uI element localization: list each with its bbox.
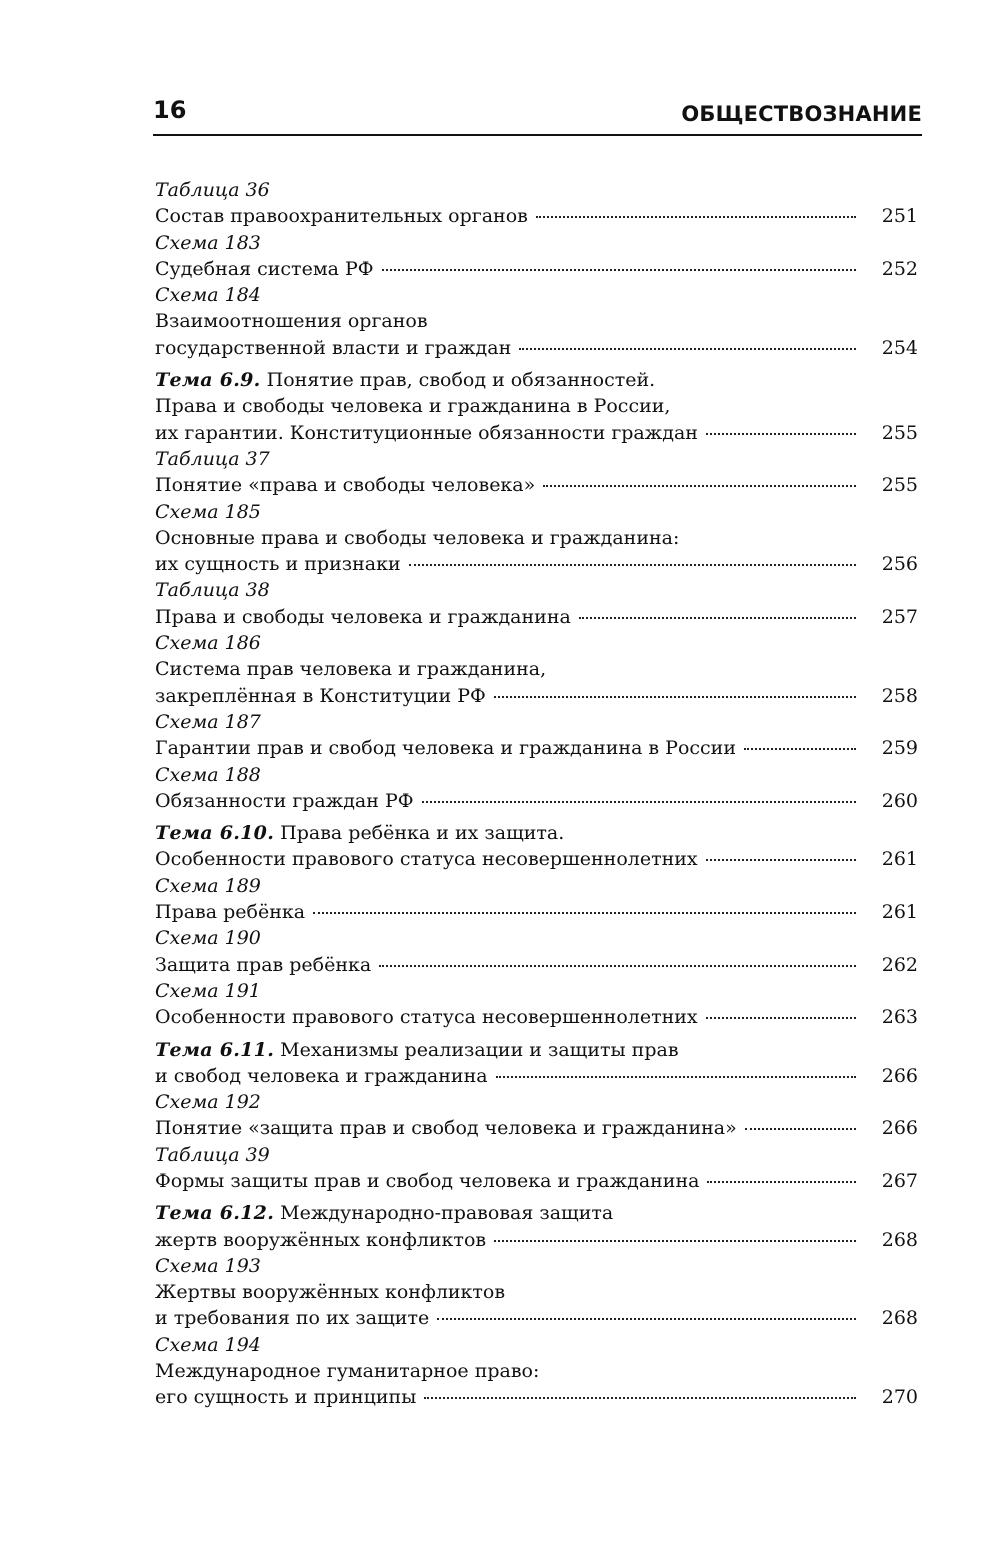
entry-label: Схема 183	[155, 231, 261, 254]
entry-title-line: жертв вооружённых конфликтов	[155, 1228, 487, 1251]
dot-leader	[745, 1128, 856, 1130]
entry-title-line: его сущность и принципы	[155, 1386, 417, 1409]
entry-label: Таблица 39	[155, 1143, 270, 1166]
page-header	[153, 92, 922, 136]
entry-title-line: Состав правоохранительных органов	[155, 205, 528, 228]
toc-entry	[155, 873, 918, 926]
page-ref: 254	[881, 336, 918, 359]
toc-entry	[155, 230, 918, 283]
entry-label: Схема 192	[155, 1091, 261, 1114]
page-ref: 259	[881, 737, 918, 760]
page-ref: 266	[881, 1117, 918, 1140]
entry-title-line: Понятие «права и свободы человека»	[155, 474, 536, 497]
dot-leader	[496, 1076, 856, 1078]
dot-leader	[409, 564, 856, 566]
dot-leader	[379, 965, 856, 967]
page-ref: 251	[881, 205, 918, 228]
page-ref: 268	[881, 1228, 918, 1251]
entry-label: Тема 6.12.	[155, 1202, 275, 1225]
toc-topic	[155, 367, 918, 446]
entry-title-line: Права и свободы человека и гражданина в России,	[155, 395, 671, 418]
page-ref: 270	[881, 1386, 918, 1409]
dot-leader	[536, 216, 856, 218]
entry-title-line: государственной власти и граждан	[155, 336, 512, 359]
entry-title-line: закреплённая в Конституции РФ	[155, 684, 486, 707]
entry-title-line: Обязанности граждан РФ	[155, 789, 414, 812]
entry-title-line: Защита прав ребёнка	[155, 953, 372, 976]
page-ref: 263	[881, 1006, 918, 1029]
dot-leader	[706, 859, 856, 861]
entry-label: Тема 6.9.	[155, 369, 261, 392]
page-ref: 261	[881, 901, 918, 924]
toc-entry	[155, 282, 918, 361]
entry-title-line: и требования по их защите	[155, 1307, 430, 1330]
entry-label: Схема 190	[155, 927, 261, 950]
table-of-contents	[155, 177, 918, 1411]
page-ref: 266	[881, 1064, 918, 1087]
entry-label: Тема 6.11.	[155, 1038, 275, 1061]
entry-title-line: Права ребёнка и их защита.	[280, 822, 565, 845]
entry-label: Схема 186	[155, 632, 261, 655]
page-ref: 255	[881, 421, 918, 444]
dot-leader	[494, 1240, 856, 1242]
dot-leader	[422, 801, 856, 803]
entry-title-line: Система прав человека и гражданина,	[155, 658, 547, 681]
toc-entry	[155, 1142, 918, 1195]
entry-label: Схема 191	[155, 979, 261, 1002]
entry-label: Схема 184	[155, 284, 261, 307]
dot-leader	[706, 1017, 856, 1019]
entry-title-line: Международно-правовая защита	[280, 1202, 614, 1225]
entry-title-line: Взаимоотношения органов	[155, 310, 428, 333]
dot-leader	[707, 1181, 856, 1183]
entry-label: Схема 193	[155, 1254, 261, 1277]
entry-title-line: Формы защиты прав и свобод человека и гражданина	[155, 1169, 700, 1192]
dot-leader	[437, 1318, 856, 1320]
entry-label: Тема 6.10.	[155, 822, 275, 845]
page-ref: 252	[881, 257, 918, 280]
toc-entry	[155, 177, 918, 230]
entry-title-line: Права ребёнка	[155, 901, 306, 924]
page-ref: 262	[881, 953, 918, 976]
dot-leader	[424, 1397, 856, 1399]
toc-entry	[155, 978, 918, 1031]
dot-leader	[744, 748, 856, 750]
entry-title-line: Жертвы вооружённых конфликтов	[155, 1281, 506, 1304]
toc-entry	[155, 762, 918, 815]
toc-entry	[155, 925, 918, 978]
entry-title-line: Механизмы реализации и защиты прав	[280, 1038, 679, 1061]
entry-title-line: Гарантии прав и свобод человека и гражданина в России	[155, 737, 737, 760]
page-ref: 257	[881, 605, 918, 628]
entry-title-line: Понятие «защита прав и свобод человека и гражданина»	[155, 1117, 737, 1140]
entry-title-line: Международное гуманитарное право:	[155, 1360, 540, 1383]
dot-leader	[706, 433, 856, 435]
entry-label: Схема 189	[155, 874, 261, 897]
toc-topic	[155, 1200, 918, 1253]
entry-label: Схема 188	[155, 763, 261, 786]
page-ref: 258	[881, 684, 918, 707]
entry-label: Схема 187	[155, 710, 261, 733]
toc-entry	[155, 630, 918, 709]
page-ref: 255	[881, 474, 918, 497]
page-ref: 256	[881, 553, 918, 576]
entry-title-line: их сущность и признаки	[155, 553, 401, 576]
toc-entry	[155, 577, 918, 630]
entry-title-line: Понятие прав, свобод и обязанностей.	[266, 369, 656, 392]
toc-entry	[155, 1089, 918, 1142]
page-number: 16	[153, 96, 187, 124]
toc-topic	[155, 820, 918, 873]
toc-entry	[155, 499, 918, 578]
toc-entry	[155, 446, 918, 499]
entry-title-line: их гарантии. Конституционные обязанности граждан	[155, 421, 698, 444]
page-ref: 268	[881, 1307, 918, 1330]
toc-topic	[155, 1037, 918, 1090]
entry-title-line: Основные права и свободы человека и гражданина:	[155, 526, 680, 549]
toc-entry	[155, 1332, 918, 1411]
running-title: ОБЩЕСТВОЗНАНИЕ	[681, 102, 922, 126]
page-ref: 267	[881, 1169, 918, 1192]
dot-leader	[543, 485, 856, 487]
entry-label: Таблица 36	[155, 179, 270, 201]
dot-leader	[579, 617, 856, 619]
entry-label: Схема 194	[155, 1333, 261, 1356]
entry-label: Таблица 37	[155, 447, 270, 470]
entry-label: Схема 185	[155, 500, 261, 523]
entry-title-line: Особенности правового статуса несовершеннолетних	[155, 848, 698, 871]
page-ref: 260	[881, 789, 918, 812]
page-ref: 261	[881, 848, 918, 871]
toc-entry	[155, 1253, 918, 1332]
dot-leader	[313, 912, 856, 914]
entry-title-line: и свобод человека и гражданина	[155, 1064, 488, 1087]
entry-title-line: Права и свободы человека и гражданина	[155, 605, 571, 628]
toc-entry	[155, 709, 918, 762]
dot-leader	[494, 696, 856, 698]
entry-title-line: Судебная система РФ	[155, 257, 374, 280]
entry-label: Таблица 38	[155, 579, 270, 602]
entry-title-line: Особенности правового статуса несовершеннолетних	[155, 1006, 698, 1029]
dot-leader	[382, 269, 856, 271]
dot-leader	[519, 348, 856, 350]
